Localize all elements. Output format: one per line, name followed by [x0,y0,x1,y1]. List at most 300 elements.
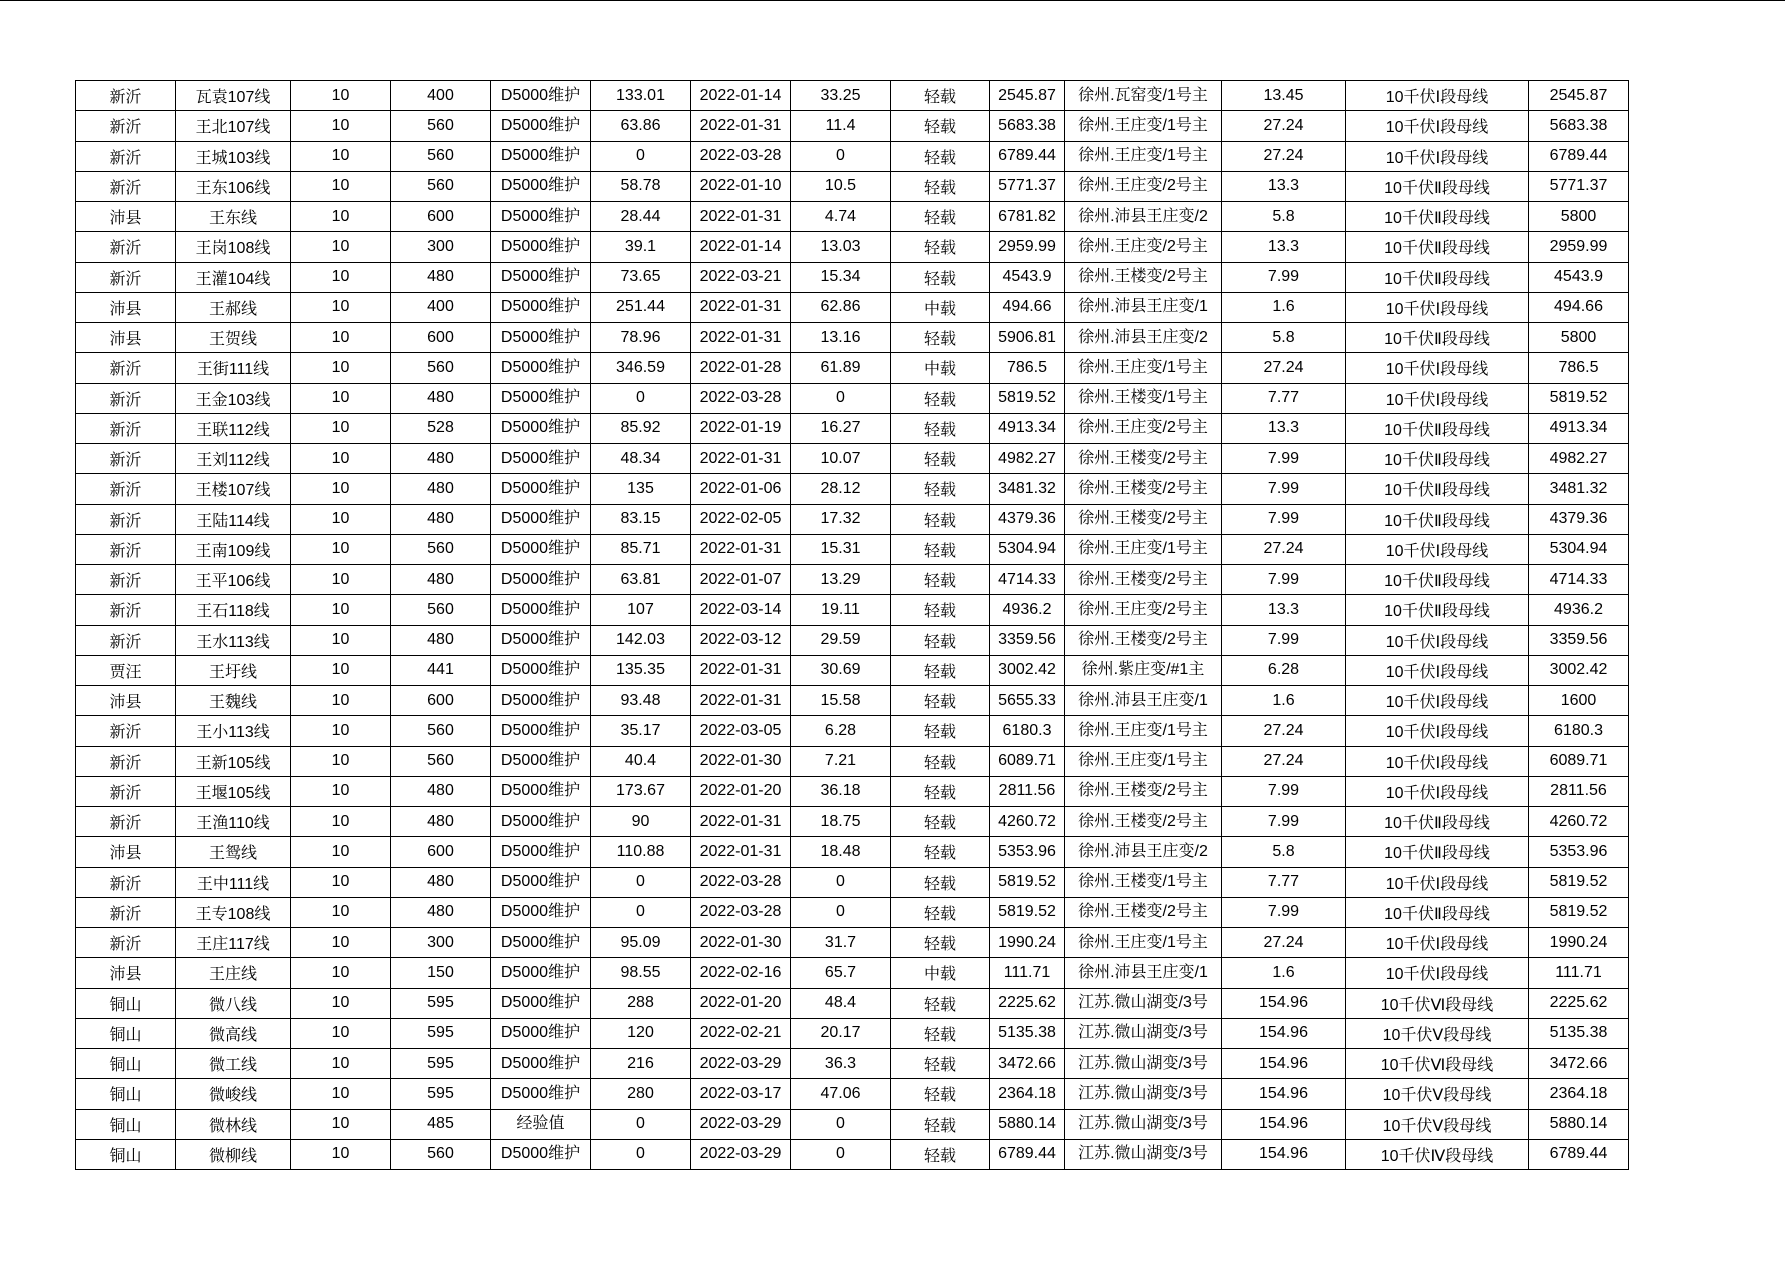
capacity-limit-cell: 6789.44 [1529,1139,1629,1169]
available-capacity-cell: 3359.56 [990,625,1065,655]
substation-cell: 徐州.王楼变/2号主 [1065,565,1222,595]
source-cell: D5000维护 [491,1049,591,1079]
load-status-cell: 轻载 [891,595,990,625]
current-cell: 0 [591,867,691,897]
load-status-cell: 轻载 [891,716,990,746]
busbar-cell: 10千伏Ⅰ段母线 [1346,292,1529,322]
line-name-cell: 王北107线 [176,111,291,141]
transformer-value-cell: 154.96 [1222,1139,1346,1169]
date-cell: 2022-01-30 [691,928,791,958]
line-name-cell: 王贺线 [176,323,291,353]
load-status-cell: 轻载 [891,565,990,595]
table-row [76,746,1629,776]
source-cell: D5000维护 [491,262,591,292]
substation-cell: 徐州.沛县王庄变/1 [1065,686,1222,716]
area-cell: 新沂 [76,776,176,806]
transformer-value-cell: 154.96 [1222,988,1346,1018]
current-cell: 63.81 [591,565,691,595]
current-cell: 0 [591,141,691,171]
busbar-cell: 10千伏Ⅰ段母线 [1346,776,1529,806]
voltage-cell: 10 [291,1049,391,1079]
source-cell: D5000维护 [491,625,591,655]
capacity-cell: 480 [391,867,491,897]
capacity-cell: 480 [391,504,491,534]
capacity-cell: 300 [391,928,491,958]
available-capacity-cell: 786.5 [990,353,1065,383]
load-status-cell: 中载 [891,353,990,383]
source-cell: D5000维护 [491,353,591,383]
area-cell: 新沂 [76,928,176,958]
area-cell: 铜山 [76,1109,176,1139]
load-status-cell: 轻载 [891,202,990,232]
current-cell: 107 [591,595,691,625]
current-cell: 251.44 [591,292,691,322]
available-capacity-cell: 6180.3 [990,716,1065,746]
voltage-cell: 10 [291,565,391,595]
load-status-cell: 轻载 [891,776,990,806]
available-capacity-cell: 5819.52 [990,867,1065,897]
line-name-cell: 王中111线 [176,867,291,897]
date-cell: 2022-01-07 [691,565,791,595]
load-status-cell: 轻载 [891,111,990,141]
load-status-cell: 轻载 [891,746,990,776]
substation-cell: 徐州.王楼变/2号主 [1065,444,1222,474]
capacity-limit-cell: 1990.24 [1529,928,1629,958]
available-capacity-cell: 5683.38 [990,111,1065,141]
capacity-limit-cell: 6180.3 [1529,716,1629,746]
capacity-limit-cell: 4260.72 [1529,807,1629,837]
capacity-cell: 560 [391,595,491,625]
load-status-cell: 轻载 [891,81,990,111]
available-capacity-cell: 4714.33 [990,565,1065,595]
line-name-cell: 王新105线 [176,746,291,776]
load-rate-cell: 0 [791,1109,891,1139]
source-cell: D5000维护 [491,595,591,625]
available-capacity-cell: 5880.14 [990,1109,1065,1139]
area-cell: 新沂 [76,353,176,383]
substation-cell: 徐州.王庄变/2号主 [1065,595,1222,625]
transformer-value-cell: 13.3 [1222,171,1346,201]
current-cell: 85.92 [591,413,691,443]
capacity-limit-cell: 5304.94 [1529,534,1629,564]
transformer-value-cell: 5.8 [1222,837,1346,867]
current-cell: 346.59 [591,353,691,383]
table-row [76,413,1629,443]
date-cell: 2022-01-14 [691,81,791,111]
substation-cell: 徐州.王楼变/2号主 [1065,897,1222,927]
capacity-limit-cell: 5683.38 [1529,111,1629,141]
line-name-cell: 微工线 [176,1049,291,1079]
current-cell: 0 [591,1109,691,1139]
transformer-value-cell: 154.96 [1222,1079,1346,1109]
substation-cell: 江苏.微山湖变/3号 [1065,1109,1222,1139]
line-name-cell: 王岗108线 [176,232,291,262]
substation-cell: 徐州.沛县王庄变/2 [1065,837,1222,867]
load-rate-cell: 6.28 [791,716,891,746]
substation-cell: 徐州.王楼变/1号主 [1065,383,1222,413]
line-name-cell: 王东106线 [176,171,291,201]
load-rate-cell: 18.48 [791,837,891,867]
substation-cell: 江苏.微山湖变/3号 [1065,1049,1222,1079]
busbar-cell: 10千伏Ⅰ段母线 [1346,141,1529,171]
capacity-cell: 600 [391,686,491,716]
voltage-cell: 10 [291,928,391,958]
line-name-cell: 王城103线 [176,141,291,171]
busbar-cell: 10千伏Ⅵ段母线 [1346,988,1529,1018]
busbar-cell: 10千伏Ⅰ段母线 [1346,534,1529,564]
capacity-cell: 480 [391,383,491,413]
voltage-cell: 10 [291,232,391,262]
capacity-cell: 600 [391,837,491,867]
substation-cell: 徐州.王庄变/2号主 [1065,232,1222,262]
area-cell: 新沂 [76,111,176,141]
voltage-cell: 10 [291,353,391,383]
voltage-cell: 10 [291,746,391,776]
capacity-limit-cell: 5819.52 [1529,897,1629,927]
available-capacity-cell: 6789.44 [990,141,1065,171]
voltage-cell: 10 [291,202,391,232]
transformer-value-cell: 27.24 [1222,111,1346,141]
substation-cell: 徐州.王楼变/2号主 [1065,807,1222,837]
busbar-cell: 10千伏Ⅱ段母线 [1346,504,1529,534]
available-capacity-cell: 3472.66 [990,1049,1065,1079]
load-status-cell: 轻载 [891,1079,990,1109]
available-capacity-cell: 3481.32 [990,474,1065,504]
capacity-cell: 560 [391,1139,491,1169]
load-rate-cell: 0 [791,141,891,171]
transformer-value-cell: 7.99 [1222,474,1346,504]
load-status-cell: 轻载 [891,232,990,262]
load-rate-cell: 30.69 [791,655,891,685]
area-cell: 新沂 [76,807,176,837]
source-cell: D5000维护 [491,958,591,988]
line-name-cell: 王东线 [176,202,291,232]
source-cell: D5000维护 [491,928,591,958]
load-rate-cell: 62.86 [791,292,891,322]
voltage-cell: 10 [291,323,391,353]
line-name-cell: 王石118线 [176,595,291,625]
date-cell: 2022-03-12 [691,625,791,655]
available-capacity-cell: 111.71 [990,958,1065,988]
area-cell: 沛县 [76,958,176,988]
capacity-limit-cell: 3359.56 [1529,625,1629,655]
available-capacity-cell: 5304.94 [990,534,1065,564]
line-name-cell: 王庄线 [176,958,291,988]
busbar-cell: 10千伏Ⅰ段母线 [1346,928,1529,958]
date-cell: 2022-01-19 [691,413,791,443]
voltage-cell: 10 [291,444,391,474]
table-row [76,202,1629,232]
available-capacity-cell: 4260.72 [990,807,1065,837]
current-cell: 110.88 [591,837,691,867]
area-cell: 新沂 [76,534,176,564]
load-status-cell: 轻载 [891,686,990,716]
capacity-limit-cell: 5800 [1529,323,1629,353]
busbar-cell: 10千伏Ⅱ段母线 [1346,565,1529,595]
transformer-value-cell: 1.6 [1222,292,1346,322]
load-rate-cell: 20.17 [791,1018,891,1048]
line-name-cell: 王庄117线 [176,928,291,958]
substation-cell: 徐州.王楼变/2号主 [1065,474,1222,504]
capacity-cell: 480 [391,444,491,474]
area-cell: 沛县 [76,686,176,716]
substation-cell: 徐州.瓦窑变/1号主 [1065,81,1222,111]
area-cell: 新沂 [76,413,176,443]
load-rate-cell: 17.32 [791,504,891,534]
busbar-cell: 10千伏Ⅰ段母线 [1346,353,1529,383]
transformer-value-cell: 5.8 [1222,202,1346,232]
current-cell: 98.55 [591,958,691,988]
substation-cell: 徐州.王楼变/2号主 [1065,776,1222,806]
substation-cell: 徐州.王楼变/2号主 [1065,262,1222,292]
voltage-cell: 10 [291,686,391,716]
voltage-cell: 10 [291,988,391,1018]
date-cell: 2022-03-05 [691,716,791,746]
substation-cell: 徐州.王庄变/1号主 [1065,353,1222,383]
capacity-cell: 595 [391,1079,491,1109]
capacity-limit-cell: 3481.32 [1529,474,1629,504]
line-name-cell: 王街111线 [176,353,291,383]
transformer-value-cell: 6.28 [1222,655,1346,685]
load-status-cell: 轻载 [891,171,990,201]
source-cell: D5000维护 [491,383,591,413]
date-cell: 2022-02-21 [691,1018,791,1048]
area-cell: 新沂 [76,504,176,534]
capacity-cell: 560 [391,746,491,776]
load-status-cell: 轻载 [891,1109,990,1139]
table-row [76,897,1629,927]
table-row [76,262,1629,292]
line-name-cell: 微八线 [176,988,291,1018]
date-cell: 2022-01-31 [691,686,791,716]
capacity-limit-cell: 2364.18 [1529,1079,1629,1109]
available-capacity-cell: 2959.99 [990,232,1065,262]
source-cell: D5000维护 [491,1018,591,1048]
source-cell: D5000维护 [491,323,591,353]
load-status-cell: 轻载 [891,928,990,958]
substation-cell: 徐州.王庄变/2号主 [1065,171,1222,201]
transformer-value-cell: 154.96 [1222,1018,1346,1048]
capacity-cell: 560 [391,171,491,201]
area-cell: 新沂 [76,383,176,413]
busbar-cell: 10千伏Ⅱ段母线 [1346,262,1529,292]
area-cell: 沛县 [76,837,176,867]
substation-cell: 徐州.王庄变/1号主 [1065,716,1222,746]
capacity-limit-cell: 6089.71 [1529,746,1629,776]
current-cell: 288 [591,988,691,1018]
voltage-cell: 10 [291,292,391,322]
transformer-value-cell: 7.99 [1222,776,1346,806]
voltage-cell: 10 [291,837,391,867]
date-cell: 2022-01-31 [691,444,791,474]
substation-cell: 徐州.王庄变/1号主 [1065,928,1222,958]
table-row [76,565,1629,595]
available-capacity-cell: 5135.38 [990,1018,1065,1048]
capacity-limit-cell: 5800 [1529,202,1629,232]
capacity-limit-cell: 4936.2 [1529,595,1629,625]
load-status-cell: 轻载 [891,474,990,504]
load-rate-cell: 0 [791,1139,891,1169]
current-cell: 135 [591,474,691,504]
area-cell: 铜山 [76,1049,176,1079]
load-rate-cell: 13.29 [791,565,891,595]
busbar-cell: 10千伏Ⅱ段母线 [1346,595,1529,625]
busbar-cell: 10千伏Ⅱ段母线 [1346,474,1529,504]
current-cell: 133.01 [591,81,691,111]
table-row [76,1139,1629,1169]
load-status-cell: 轻载 [891,444,990,474]
capacity-cell: 600 [391,323,491,353]
load-rate-cell: 10.07 [791,444,891,474]
load-rate-cell: 4.74 [791,202,891,232]
date-cell: 2022-01-28 [691,353,791,383]
substation-cell: 江苏.微山湖变/3号 [1065,1018,1222,1048]
available-capacity-cell: 6789.44 [990,1139,1065,1169]
transformer-value-cell: 7.99 [1222,504,1346,534]
transformer-value-cell: 27.24 [1222,746,1346,776]
line-name-cell: 王圩线 [176,655,291,685]
load-rate-cell: 7.21 [791,746,891,776]
capacity-limit-cell: 4982.27 [1529,444,1629,474]
capacity-cell: 595 [391,988,491,1018]
transformer-value-cell: 13.3 [1222,413,1346,443]
capacity-limit-cell: 5771.37 [1529,171,1629,201]
load-rate-cell: 15.58 [791,686,891,716]
load-rate-cell: 18.75 [791,807,891,837]
voltage-cell: 10 [291,413,391,443]
area-cell: 新沂 [76,746,176,776]
date-cell: 2022-03-29 [691,1139,791,1169]
table-row [76,1109,1629,1139]
voltage-cell: 10 [291,1018,391,1048]
substation-cell: 徐州.王庄变/1号主 [1065,746,1222,776]
transformer-value-cell: 13.3 [1222,595,1346,625]
load-status-cell: 轻载 [891,1139,990,1169]
capacity-cell: 480 [391,776,491,806]
load-status-cell: 中载 [891,958,990,988]
transformer-value-cell: 27.24 [1222,534,1346,564]
load-rate-cell: 65.7 [791,958,891,988]
busbar-cell: 10千伏Ⅰ段母线 [1346,686,1529,716]
line-name-cell: 王刘112线 [176,444,291,474]
load-status-cell: 轻载 [891,807,990,837]
substation-cell: 徐州.沛县王庄变/2 [1065,323,1222,353]
load-rate-cell: 0 [791,897,891,927]
area-cell: 沛县 [76,292,176,322]
available-capacity-cell: 6089.71 [990,746,1065,776]
source-cell: 经验值 [491,1109,591,1139]
load-rate-cell: 13.16 [791,323,891,353]
available-capacity-cell: 5819.52 [990,383,1065,413]
line-name-cell: 微柳线 [176,1139,291,1169]
capacity-limit-cell: 5353.96 [1529,837,1629,867]
source-cell: D5000维护 [491,776,591,806]
capacity-cell: 485 [391,1109,491,1139]
table-row [76,716,1629,746]
load-rate-cell: 36.18 [791,776,891,806]
voltage-cell: 10 [291,867,391,897]
substation-cell: 徐州.王楼变/2号主 [1065,625,1222,655]
source-cell: D5000维护 [491,232,591,262]
load-status-cell: 轻载 [891,504,990,534]
date-cell: 2022-01-31 [691,292,791,322]
capacity-cell: 300 [391,232,491,262]
area-cell: 沛县 [76,202,176,232]
current-cell: 142.03 [591,625,691,655]
available-capacity-cell: 3002.42 [990,655,1065,685]
capacity-cell: 480 [391,897,491,927]
busbar-cell: 10千伏Ⅰ段母线 [1346,383,1529,413]
busbar-cell: 10千伏Ⅰ段母线 [1346,111,1529,141]
area-cell: 新沂 [76,141,176,171]
voltage-cell: 10 [291,807,391,837]
load-status-cell: 轻载 [891,323,990,353]
busbar-cell: 10千伏Ⅰ段母线 [1346,81,1529,111]
source-cell: D5000维护 [491,837,591,867]
area-cell: 铜山 [76,988,176,1018]
busbar-cell: 10千伏Ⅰ段母线 [1346,867,1529,897]
table-row [76,111,1629,141]
table-row [76,807,1629,837]
date-cell: 2022-01-10 [691,171,791,201]
date-cell: 2022-01-31 [691,807,791,837]
date-cell: 2022-01-31 [691,202,791,232]
transformer-value-cell: 7.99 [1222,625,1346,655]
available-capacity-cell: 2225.62 [990,988,1065,1018]
voltage-cell: 10 [291,655,391,685]
capacity-limit-cell: 2545.87 [1529,81,1629,111]
voltage-cell: 10 [291,897,391,927]
date-cell: 2022-01-06 [691,474,791,504]
load-rate-cell: 61.89 [791,353,891,383]
transformer-value-cell: 27.24 [1222,141,1346,171]
table-row [76,686,1629,716]
current-cell: 83.15 [591,504,691,534]
capacity-limit-cell: 4379.36 [1529,504,1629,534]
busbar-cell: 10千伏Ⅰ段母线 [1346,716,1529,746]
voltage-cell: 10 [291,81,391,111]
source-cell: D5000维护 [491,716,591,746]
available-capacity-cell: 5819.52 [990,897,1065,927]
transformer-value-cell: 27.24 [1222,716,1346,746]
substation-cell: 徐州.王庄变/1号主 [1065,141,1222,171]
area-cell: 新沂 [76,595,176,625]
date-cell: 2022-03-14 [691,595,791,625]
busbar-cell: 10千伏Ⅱ段母线 [1346,232,1529,262]
source-cell: D5000维护 [491,1079,591,1109]
table-row [76,595,1629,625]
substation-cell: 徐州.王庄变/2号主 [1065,413,1222,443]
busbar-cell: 10千伏Ⅰ段母线 [1346,958,1529,988]
source-cell: D5000维护 [491,292,591,322]
line-name-cell: 王楼107线 [176,474,291,504]
available-capacity-cell: 4913.34 [990,413,1065,443]
current-cell: 85.71 [591,534,691,564]
load-status-cell: 轻载 [891,655,990,685]
table-row [76,292,1629,322]
current-cell: 93.48 [591,686,691,716]
available-capacity-cell: 5906.81 [990,323,1065,353]
area-cell: 新沂 [76,867,176,897]
table-row [76,534,1629,564]
substation-cell: 江苏.微山湖变/3号 [1065,988,1222,1018]
line-name-cell: 王堰105线 [176,776,291,806]
voltage-cell: 10 [291,776,391,806]
capacity-limit-cell: 2959.99 [1529,232,1629,262]
load-status-cell: 轻载 [891,262,990,292]
substation-cell: 江苏.微山湖变/3号 [1065,1139,1222,1169]
available-capacity-cell: 5353.96 [990,837,1065,867]
